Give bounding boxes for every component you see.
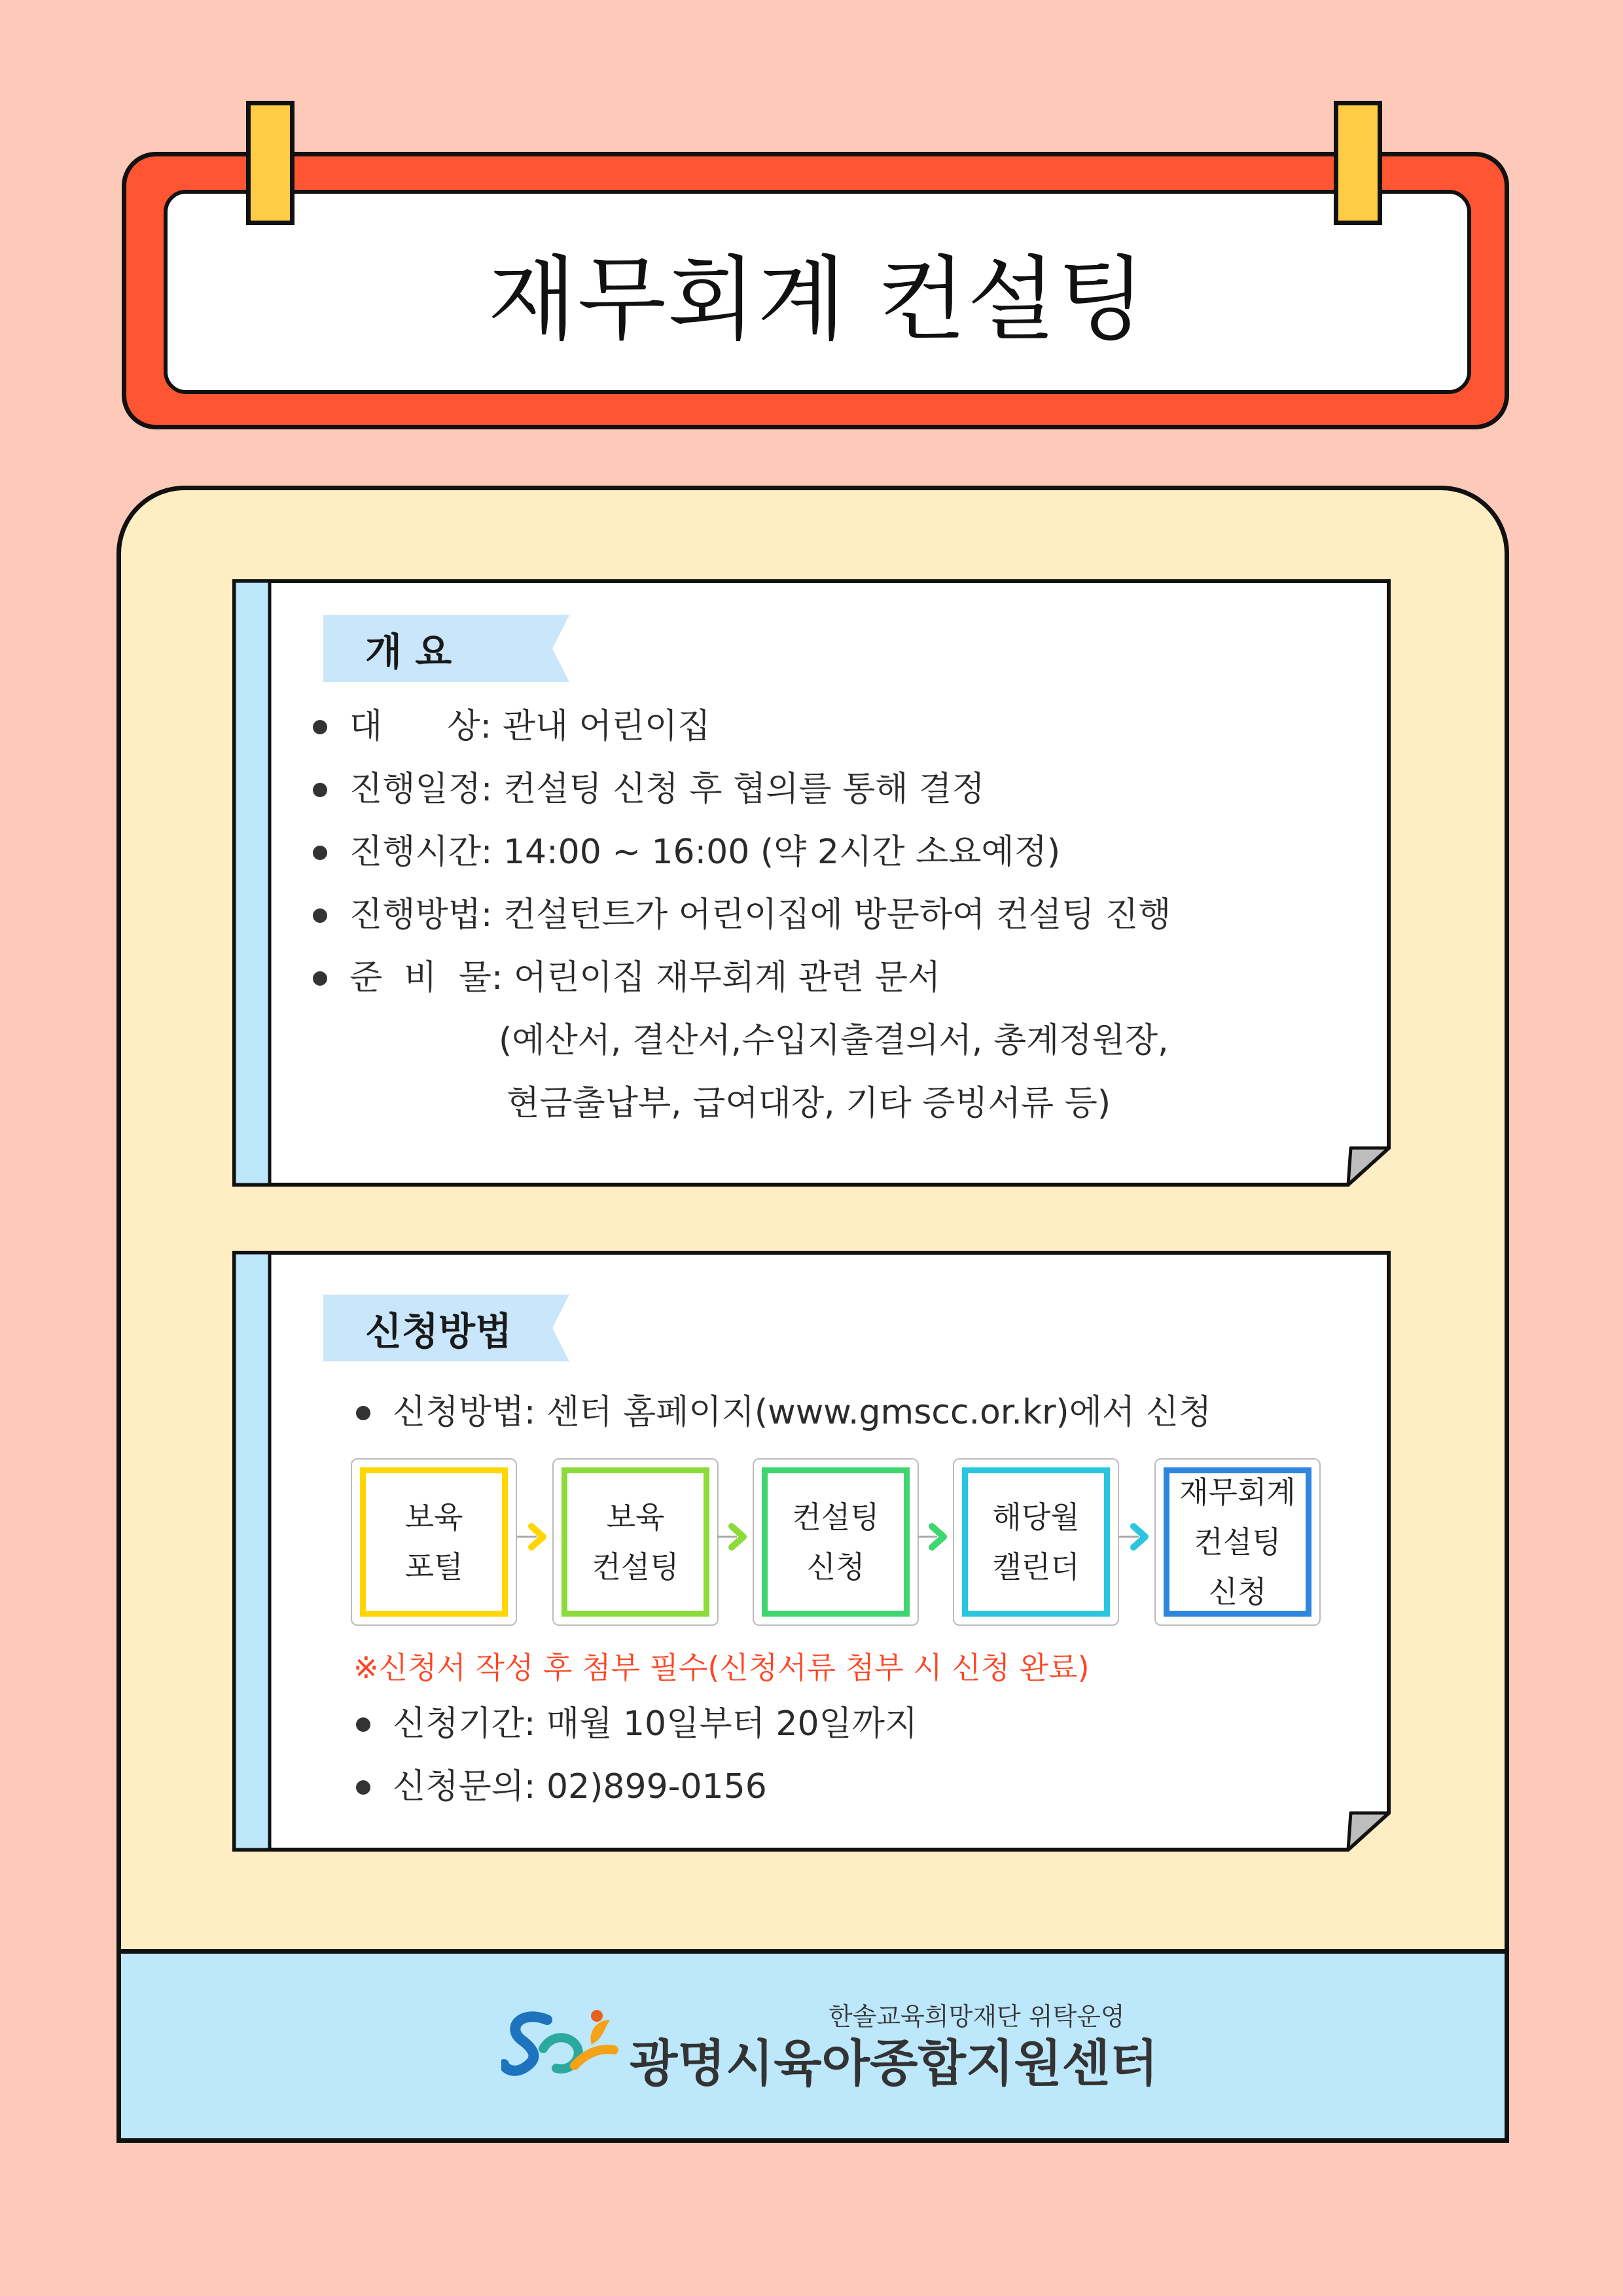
list-item: 진행일정: 컨설팅 신청 후 협의를 통해 결정 xyxy=(313,758,1171,821)
list-item: 신청방법: 센터 홈페이지(www.gmscc.or.kr)에서 신청 xyxy=(356,1381,1211,1444)
bullet-icon xyxy=(313,846,327,860)
list-item: 신청기간: 매월 10일부터 20일까지 xyxy=(356,1693,918,1755)
materials-continuation-1: (예산서, 결산서,수입지출결의서, 총계정원장, xyxy=(499,1021,1169,1060)
apply-tag xyxy=(323,1295,582,1361)
step-box: 보육 컨설팅 xyxy=(562,1467,709,1617)
bullet-icon xyxy=(356,1406,370,1420)
step-childcare-consulting xyxy=(552,1458,719,1626)
arrow-right-icon xyxy=(918,1517,954,1556)
materials-continuation-2: 현금출납부, 급여대장, 기타 증빙서류 등) xyxy=(507,1084,1111,1123)
organization-name: 광명시육아종합지원센터 xyxy=(630,2034,1158,2092)
center-logo-icon xyxy=(501,2008,626,2080)
overview-tag xyxy=(323,615,582,682)
step-finance-consulting-apply xyxy=(1154,1458,1321,1626)
step-childcare-portal xyxy=(351,1458,517,1626)
list-item: 신청문의: 02)899-0156 xyxy=(356,1755,918,1818)
bullet-icon xyxy=(356,1780,370,1795)
step-consulting-apply xyxy=(753,1458,919,1626)
list-item: 진행방법: 컨설턴트가 어린이집에 방문하여 컨설팅 진행 xyxy=(313,884,1171,946)
bullet-icon xyxy=(313,908,327,923)
bullet-icon xyxy=(313,783,327,797)
list-item: 진행시간: 14:00 ~ 16:00 (약 2시간 소요예정) xyxy=(313,821,1171,884)
apply-method-list xyxy=(356,1381,1211,1444)
bullet-icon xyxy=(356,1717,370,1732)
overview-card xyxy=(232,579,1391,1187)
list-item: 대 상: 관내 어린이집 xyxy=(313,695,1171,758)
overview-list xyxy=(313,695,1171,1009)
apply-info-list xyxy=(356,1693,918,1818)
page-title: 재무회계 컨설팅 xyxy=(488,246,1147,353)
apply-heading: 신청방법 xyxy=(365,1309,512,1354)
application-note: ※신청서 작성 후 첨부 필수(신청서류 첨부 시 신청 완료) xyxy=(353,1650,1090,1685)
step-box: 보육 포털 xyxy=(360,1467,508,1617)
step-monthly-calendar xyxy=(953,1458,1119,1626)
step-box: 컨설팅 신청 xyxy=(762,1467,910,1617)
arrow-right-icon xyxy=(517,1517,554,1556)
arrow-right-icon xyxy=(717,1517,754,1556)
left-clip xyxy=(246,101,294,225)
step-box: 재무회계 컨설팅 신청 xyxy=(1164,1467,1311,1617)
right-clip xyxy=(1334,101,1382,225)
bullet-icon xyxy=(313,971,327,986)
list-item: 준 비 물: 어린이집 재무회계 관련 문서 xyxy=(313,946,1171,1009)
step-box: 해당월 캘린더 xyxy=(962,1467,1110,1617)
overview-heading: 개 요 xyxy=(365,630,452,674)
title-banner xyxy=(164,190,1471,394)
arrow-right-icon xyxy=(1119,1517,1156,1556)
sponsor-text: 한솔교육희망재단 위탁운영 xyxy=(829,2002,1125,2031)
bullet-icon xyxy=(313,720,327,734)
